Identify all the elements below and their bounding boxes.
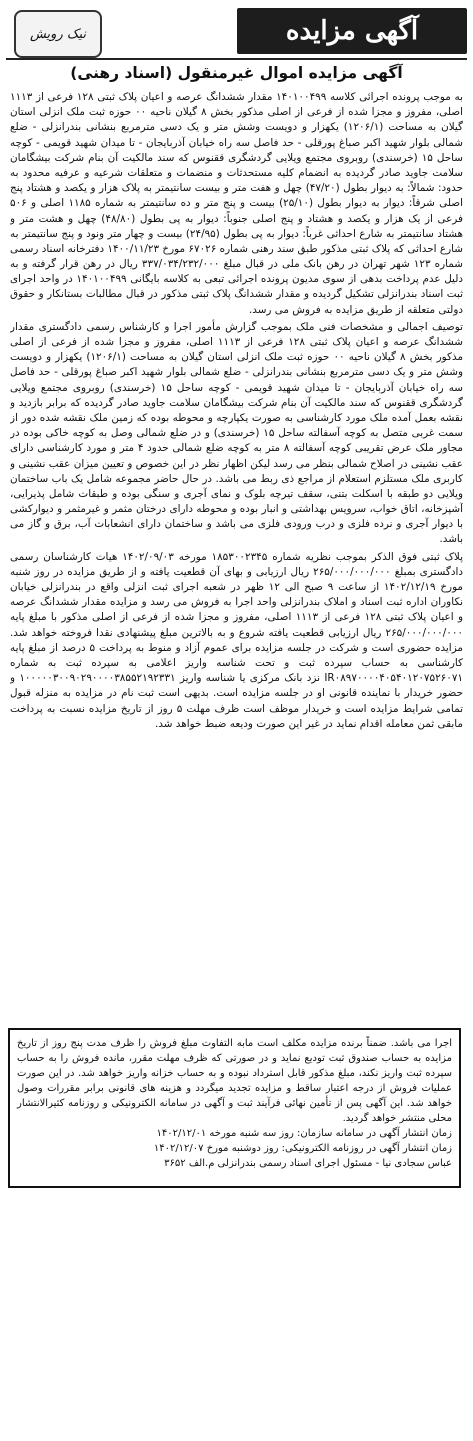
notice-paragraph: پلاک ثبتی فوق الذکر بموجب نظریه شماره ۱۸۵۳۰۰۲۳۴۵ مورخه ۱۴۰۲/۰۹/۰۳ هیات کارشناسان رسمی دادگستری بمبلغ ۲۶۵/۰۰۰/۰۰۰/۰۰۰ ریال ارزیابی و بهای آن قطعیت یافته و از طریق مزایده در روز شنبه مورخ ۱۴۰۲/۱۲/۱۹ از ساعت ۹ صبح الی ۱۲ ظهر در شعبه اجرای ثبت انزلی واقع در بندرانزلی خیابان نکاوران اداره ثبت اسناد و املاک بندرانزلی واحد اجرا به فروش می رسد و مزایده مقدار ششدانگ عرصه و اعیان پلاک ثبتی ۱۲۸ فرعی از ۱۱۱۳ اصلی، مفروز و مجزا شده از فرعی از اصلی مذکور با مبلغ پایه ۲۶۵/۰۰۰/۰۰۰/۰۰۰ ریال ارزیابی قطعیت یافته شروع و به بالاترین مبلغ پیشنهادی نقدا فروخته خواهد شد. مزایده حضوری است و شرکت در جلسه مزایده برای عموم آزاد و منوط به پرداخت ۵ درصد از مبلغ پایه کارشناسی به حساب سپرده ثبت و تحت شناسه واریز اعلامی به سپرده ثبت به شماره IR۰۸۹۷۰۰۰۰۴۰۵۴۰۱۲۰۷۵۲۶۰۷۱ نزد بانک مرکزی یا شناسه واریز ۱۰۰۰۰۰۳۰۰۹۰۲۹۰۰۰۰۳۸۵۵۲۱۹۲۳۳۱ و حضور خریدار با نماینده قانونی او در جلسه مزایده است. بدیهی است ثبت نام در مزایده به منزله قبول تمامی شرایط مزایده است و خریدار موظف است ظرف مهلت ۵ روز از تاریخ مزایده نسبت به پرداخت مابقی ثمن معامله اقدام نماید در غیر این صورت ودیعه ضبط خواهد شد. — [10, 550, 463, 730]
logo: نیک رویش — [14, 10, 102, 58]
publication-date-newspaper: زمان انتشار آگهی در روزنامه الکترونیکی: روز دوشنبه مورخ ۱۴۰۲/۱۲/۰۷ — [153, 1143, 452, 1154]
publication-date-system: زمان انتشار آگهی در سامانه سازمان: روز سه شنبه مورخه ۱۴۰۲/۱۲/۰۱ — [156, 1128, 452, 1139]
signature-line: عباس سجادی نیا - مسئول اجرای اسناد رسمی بندرانزلی م.الف ۳۶۵۲ — [164, 1158, 452, 1169]
notice-title: آگهی مزایده اموال غیرمنقول (اسناد رهنی) — [70, 64, 403, 82]
notice-paragraph: توصیف اجمالی و مشخصات فنی ملک بموجب گزارش مأمور اجرا و کارشناس رسمی دادگستری مقدار ششدانگ عرصه و اعیان پلاک ثبتی ۱۲۸ فرعی از ۱۱۱۳ اصلی، مفروز و مجزا شده از فرعی از اصلی مذکور بخش ۸ گیلان ناحیه ۰۰ حوزه ثبت ملک انزلی استان گیلان به مساحت (۱۲۰۶/۱) یکهزار و دویست وشش متر و یک دسی مترمربع بنشانی بندرانزلی - ضلع شمالی بلوار شهید اکبر صباغ پورقلی - حد فاصل سه راه خیابان آذربایجان - تا میدان شهید قویمی - کوچه ساحل ۱۵ (خرسندی) روبروی مجتمع ویلایی گردشگری ققنوس که سند مالکیت آن بنام شرکت بیشگامان سلامت جاوید صادر گردیده که برابر بازدید و نقشه بعمل آمده ملک مورد کارشناسی به صورت یکپارچه و محوطه بوده که زمین ملک نقشه شده دور از سمت غربی متصل به کوچه آسفالته ساحل ۱۵ (خرسندی) و در ضلع شمالی وصل به کوچه خاکی بوده در مجاور ملک عرض تقریبی کوچه آسفالته ۸ متر به کوچه ضلع شمالی حدود ۴ متر و مورد کارشناسی دارای عقب نشینی در اصلاح شمالی بنظر می رسد لیکن اظهار نظر در این خصوص و تعیین میزان عقب نشینی و کاربری ملک مستلزم استعلام از مراجع ذی ربط می باشد. در حال حاضر مجموعه شامل یک باب ساختمان ویلایی دو طبقه با اسکلت بتنی، سقف تیرچه بلوک و نمای آجری و سنگی بوده و طبقات شامل پذیرایی، آشپزخانه، اتاق خواب، سرویس بهداشتی و انبار بوده و محوطه دارای درختان مثمر و غیرمثمر و دیوارکشی با دیوار آجری و نرده فلزی و درب ورودی فلزی می باشد و ساختمان دارای انشعابات آب، برق و گاز می باشد. — [10, 320, 463, 546]
footer-box — [8, 1028, 461, 1188]
notice-body — [10, 90, 463, 1028]
blank-area — [0, 1190, 473, 1441]
footer-text: اجرا می باشد. ضمناً برنده مزایده مکلف است مابه التفاوت مبلغ فروش را ظرف مدت پنج روز از تاریخ مزایده به حساب صندوق ثبت تودیع نماید و در صورتی که ظرف مهلت مقرر، مانده فروش را به حساب سپرده ثبت واریز نکند، مبلغ مذکور قابل استرداد نبوده و به حساب خزانه واریز خواهد شد. در این صورت عملیات فروش از درجه اعتبار ساقط و مزایده تجدید میگردد و هزینه های قانونی برابر مقررات وصول خواهد شد. این آگهی پس از تأمین نهائی فرآیند ثبت و آگهی در سامانه الکترونیکی و روزنامه کثیرالانتشار محلی منتشر خواهد گردید. — [17, 1038, 452, 1124]
notice-paragraph: به موجب پرونده اجرائی کلاسه ۱۴۰۱۰۰۴۹۹ مقدار ششدانگ عرصه و اعیان پلاک ثبتی ۱۲۸ فرعی از ۱۱۱۳ اصلی، مفروز و مجزا شده از فرعی از اصلی مذکور بخش ۸ گیلان ناحیه ۰۰ حوزه ثبت ملک انزلی استان گیلان به مساحت (۱۲۰۶/۱) یکهزار و دویست وشش متر و یک دسی مترمربع بنشانی بندرانزلی - ضلع شمالی بلوار شهید اکبر صباغ پورقلی - حد فاصل سه راه خیابان آذربایجان - تا میدان شهید قویمی - کوچه ساحل ۱۵ (خرسندی) روبروی مجتمع ویلایی گردشگری ققنوس که سند مالکیت آن بنام شرکت بیشگامان سلامت جاوید صادر گردیده به انضمام کلیه مستحدثات و منضمات و متعلقات شرعیه و عرفیه محدود به حدود: شمالاً: به دیوار بطول (۴۷/۲۰) چهل و هفت متر و بیست سانتیمتر به پلاک هزار و یکصد و هشتاد پنج اصلی شرقاً: دیوار به دیوار بطول (۲۵/۱۰) بیست و پنج متر و ده سانتیمتر به شماره ۱۱۸۵ اصلی و ۵۰۶ فرعی از یک هزار و یکصد و هشتاد و پنج اصلی جنوباً: دیوار به پی بطول (۴۸/۸۰) چهل و هشت متر و هشتاد سانتیمتر به شارع احداثی غرباً: دیوار به پی بطول (۲۴/۹۵) بیست و چهار متر ونود و پنج سانتیمتر به شارع احداثی که پلاک ثبتی مذکور طبق سند رهنی شماره ۶۷۰۲۶ مورخ ۱۴۰۰/۱۱/۲۳ دفترخانه اسناد رسمی شماره ۱۲۳ شهر تهران در رهن بانک ملی در قبال مبلغ ۳۳۷/۰۳۴/۲۳۲/۰۰۰ ریال در رهن قرار گرفته و به دلیل عدم پرداخت بدهی از سوی مدیون پرونده اجرائی تبعی به کلاسه بایگانی ۱۴۰۱۰۰۴۹۹ در واحد اجرای ثبت اسناد بندرانزلی تشکیل گردیده و مقدار ششدانگ پلاک ثبتی مذکور در قبال مطالبات بستانکار و حقوق دولتی متعلقه از طریق مزایده به فروش می رسد. — [10, 91, 463, 316]
header — [6, 4, 467, 60]
masthead-title: آگهی مزایده — [237, 8, 467, 54]
